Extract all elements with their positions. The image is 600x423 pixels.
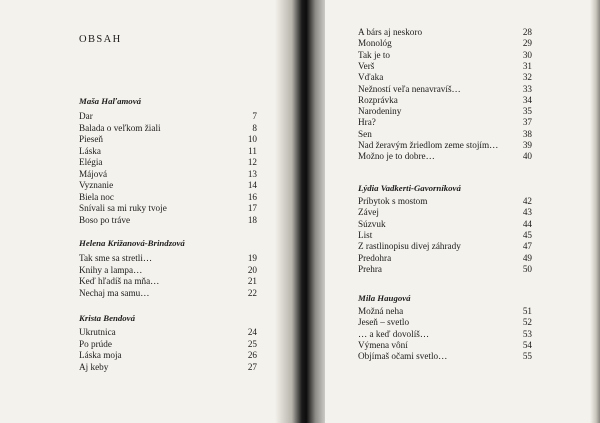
page-number: 24	[247, 327, 257, 337]
poem-title: Dar	[79, 111, 93, 121]
poem-title: … a keď dovolíš…	[358, 328, 430, 339]
toc-entry	[79, 362, 257, 373]
page-number: 52	[522, 317, 532, 328]
toc-entry	[358, 241, 532, 252]
poem-title: Predohra	[358, 252, 392, 263]
page-number: 51	[522, 306, 532, 316]
toc-entry	[79, 134, 257, 145]
poem-title: Aj keby	[79, 361, 109, 372]
poem-title: Tak sme sa stretli…	[79, 253, 153, 263]
poem-title: Nechaj ma samu…	[79, 287, 150, 298]
poem-title: Výmena vôní	[358, 339, 408, 350]
page-number: 35	[522, 106, 532, 117]
toc-entry	[358, 129, 532, 140]
poem-title: Keď hľadíš na mňa…	[79, 276, 160, 286]
poem-title: Verš	[358, 60, 375, 71]
page-number: 50	[522, 263, 532, 274]
page-number: 25	[247, 338, 257, 349]
page-number: 33	[522, 83, 532, 94]
book-gutter	[275, 0, 331, 423]
page-number: 26	[247, 350, 257, 360]
page-number: 53	[522, 328, 532, 339]
poem-title: Prehra	[358, 263, 382, 274]
page-number: 39	[522, 140, 532, 150]
toc-entry	[79, 276, 257, 287]
page-edge-shadow	[590, 0, 600, 423]
toc-entry	[358, 253, 532, 264]
toc-entry	[358, 140, 532, 151]
toc-entry	[79, 339, 257, 350]
toc-entry	[79, 203, 257, 214]
toc-entry	[358, 196, 532, 207]
poem-title: Elégia	[79, 157, 103, 167]
poem-title: A bárs aj neskoro	[358, 27, 423, 37]
page-number: 47	[522, 241, 532, 252]
page-number: 14	[247, 180, 257, 190]
page-number: 19	[247, 253, 257, 263]
author-name: Lýdia Vadkerti-Gavorníková	[358, 183, 461, 193]
toc-entry	[358, 264, 532, 275]
toc-entry	[358, 219, 532, 230]
page-number: 38	[522, 128, 532, 139]
page-number: 34	[522, 94, 532, 105]
page-number: 44	[522, 218, 532, 229]
page-number: 32	[522, 72, 532, 83]
poem-title: List	[358, 229, 373, 240]
toc-entry	[79, 169, 257, 180]
toc-entry	[358, 329, 532, 340]
poem-title: Láska	[79, 145, 101, 156]
toc-entry	[358, 38, 532, 49]
poem-title: Možná neha	[358, 306, 404, 316]
page-number: 30	[522, 49, 532, 60]
toc-entry	[358, 230, 532, 241]
page-number: 13	[247, 168, 257, 179]
page-number: 10	[247, 134, 257, 144]
toc-entry	[358, 306, 532, 317]
poem-title: Tak je to	[358, 49, 391, 60]
toc-heading: OBSAH	[79, 34, 122, 45]
poem-title: Májová	[79, 168, 108, 179]
toc-entry	[358, 61, 532, 72]
poem-title: Závej	[358, 207, 379, 218]
page-number: 20	[247, 264, 257, 275]
poem-title: Vďaka	[358, 72, 384, 83]
poem-title: Láska moja	[79, 350, 122, 360]
author-name: Mila Haugová	[358, 293, 411, 303]
page-number: 37	[522, 117, 532, 128]
author-name: Maša Haľamová	[79, 96, 142, 106]
page-number: 45	[522, 229, 532, 240]
toc-entry	[79, 192, 257, 203]
toc-entry	[358, 207, 532, 218]
poem-title: Ukrutnica	[79, 327, 116, 337]
toc-entry	[358, 84, 532, 95]
toc-entry	[358, 317, 532, 328]
poem-title: Snívali sa mi ruky tvoje	[79, 203, 167, 213]
poem-title: Narodeniny	[358, 106, 402, 117]
toc-entry	[79, 157, 257, 168]
toc-entry	[358, 151, 532, 162]
toc-entry	[79, 265, 257, 276]
poem-title: Objímaš očami svetlo…	[358, 351, 448, 362]
poem-title: Príbytok s mostom	[358, 196, 428, 206]
toc-entry	[358, 95, 532, 106]
page-number: 54	[522, 339, 532, 350]
poem-title: Možno je to dobre…	[358, 151, 435, 162]
page-number: 12	[247, 157, 257, 167]
toc-entry	[79, 288, 257, 299]
poem-title: Jeseň – svetlo	[358, 317, 410, 328]
page-number: 42	[522, 196, 532, 206]
poem-title: Nad žeravým žriedlom zeme stojím…	[358, 140, 499, 150]
poem-title: Vyznanie	[79, 180, 114, 190]
page-number: 27	[247, 361, 257, 372]
toc-entry	[358, 351, 532, 362]
page-number: 43	[522, 207, 532, 218]
page-number: 22	[247, 287, 257, 298]
page-number: 40	[522, 151, 532, 162]
toc-entry	[358, 106, 532, 117]
toc-entry	[358, 50, 532, 61]
page-number: 21	[247, 276, 257, 286]
poem-title: Boso po tráve	[79, 214, 131, 225]
toc-entry	[79, 123, 257, 134]
toc-entry	[79, 180, 257, 191]
poem-title: Monológ	[358, 38, 392, 49]
author-name: Krista Bendová	[79, 313, 135, 323]
page-number: 11	[248, 145, 257, 156]
page-number: 7	[252, 111, 257, 121]
poem-title: Pieseň	[79, 134, 103, 144]
poem-title: Nežností veľa nenavravíš…	[358, 83, 461, 94]
page-number: 55	[522, 351, 532, 362]
toc-entry	[358, 340, 532, 351]
poem-title: Balada o veľkom žiali	[79, 122, 161, 133]
page-number: 18	[247, 214, 257, 225]
poem-title: Z rastlinopisu divej záhrady	[358, 241, 461, 252]
toc-entry	[358, 117, 532, 128]
page-number: 49	[522, 252, 532, 263]
toc-entry	[358, 27, 532, 38]
toc-entry	[79, 350, 257, 361]
page-number: 8	[252, 122, 257, 133]
poem-title: Biela noc	[79, 191, 114, 202]
poem-title: Hra?	[358, 117, 376, 128]
author-name: Helena Križanová-Brindzová	[79, 238, 185, 248]
page-number: 17	[247, 203, 257, 213]
poem-title: Sen	[358, 128, 372, 139]
poem-title: Súzvuk	[358, 218, 386, 229]
toc-entry	[79, 111, 257, 122]
toc-entry	[358, 72, 532, 83]
toc-entry	[79, 146, 257, 157]
page-number: 28	[522, 27, 532, 37]
toc-entry	[79, 253, 257, 264]
page-number: 29	[522, 38, 532, 49]
toc-entry	[79, 327, 257, 338]
page-number: 31	[522, 60, 532, 71]
poem-title: Rozprávka	[358, 94, 398, 105]
toc-entry	[79, 215, 257, 226]
poem-title: Po prúde	[79, 338, 112, 349]
page-number: 16	[247, 191, 257, 202]
poem-title: Knihy a lampa…	[79, 264, 143, 275]
